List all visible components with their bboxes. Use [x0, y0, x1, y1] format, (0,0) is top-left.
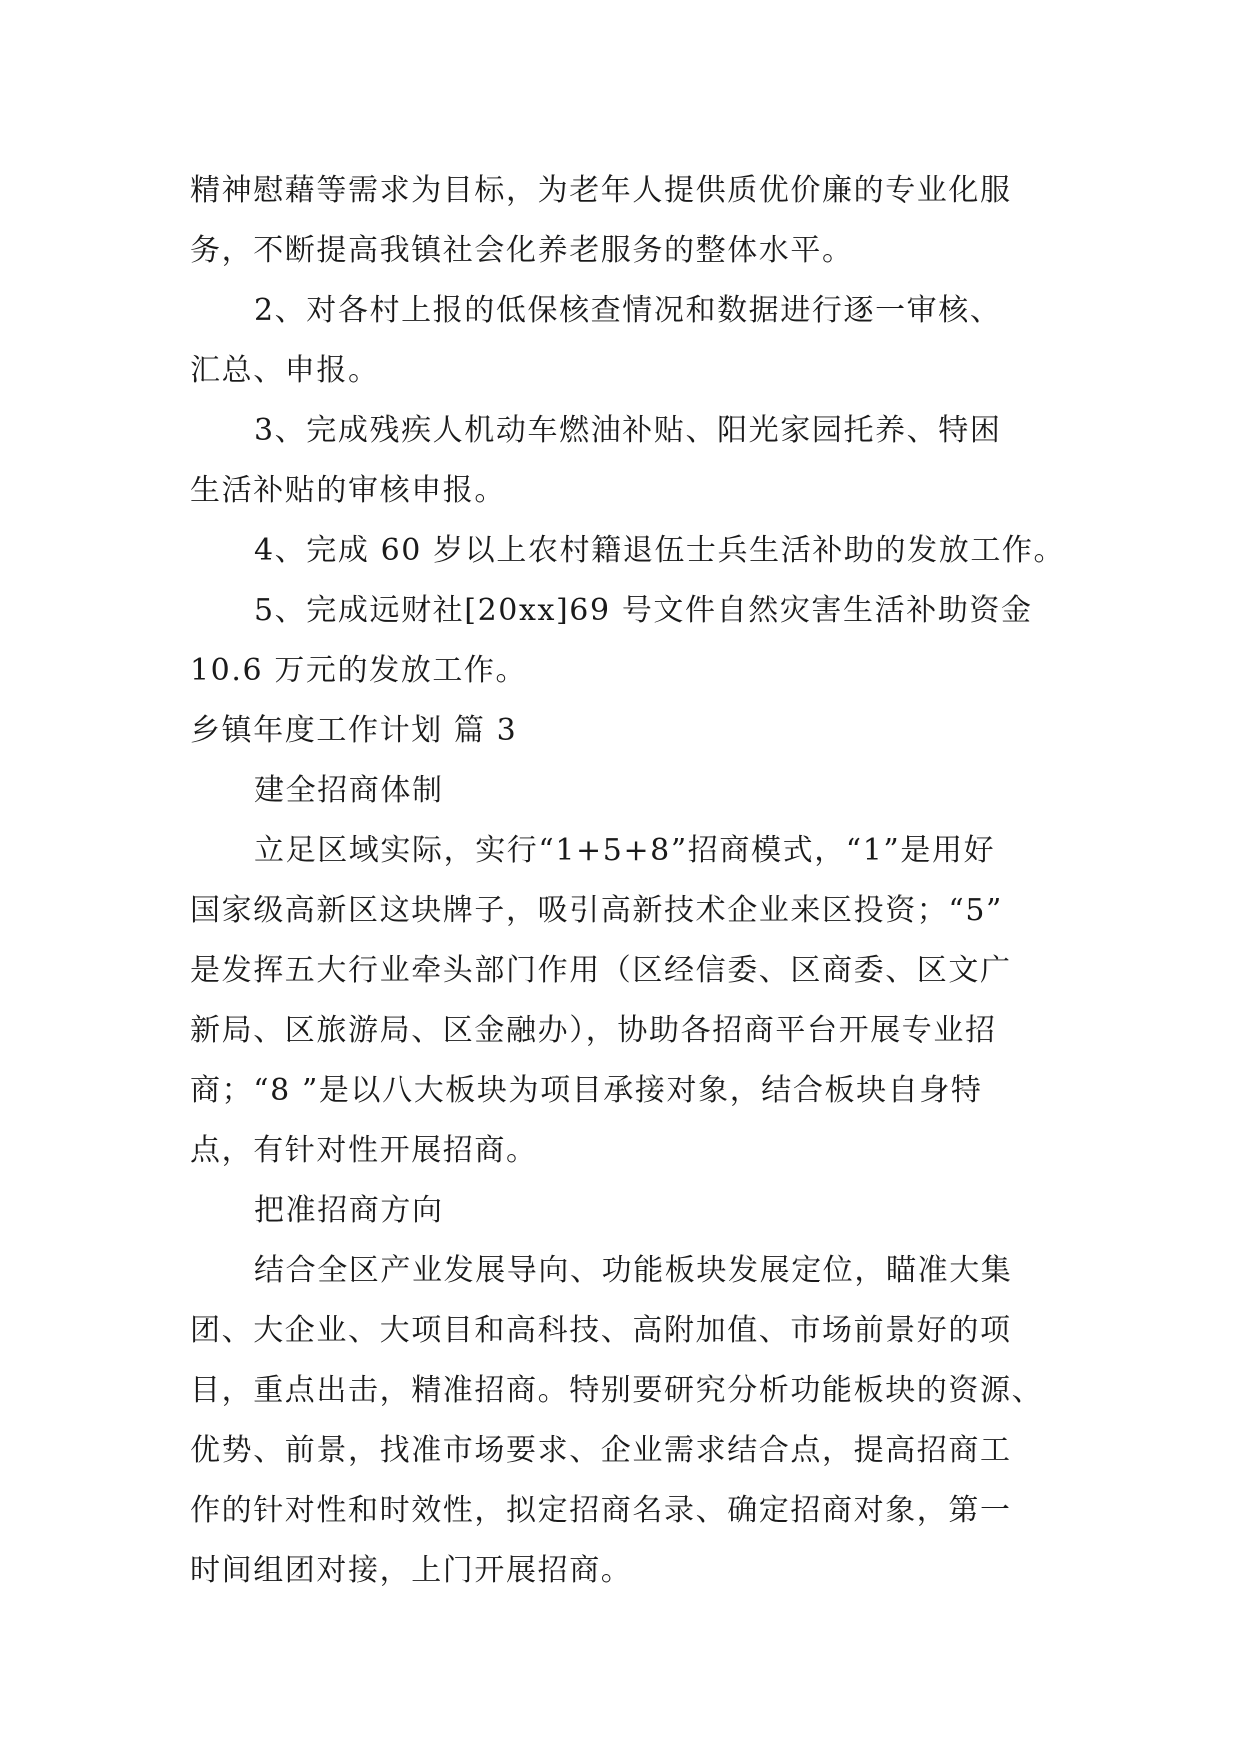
- body-line: 团、大企业、大项目和高科技、高附加值、市场前景好的项: [190, 1313, 1012, 1348]
- subsection-title: 把准招商方向: [254, 1193, 444, 1228]
- body-line: 生活补贴的审核申报。: [190, 473, 506, 508]
- body-line: 国家级高新区这块牌子，吸引高新技术企业来区投资；“5”: [190, 893, 1003, 928]
- list-item-5: 5、完成远财社[20xx]69 号文件自然灾害生活补助资金: [254, 593, 1033, 628]
- list-item-4: 4、完成 60 岁以上农村籍退伍士兵生活补助的发放工作。: [254, 533, 1066, 568]
- section-heading: 乡镇年度工作计划 篇 3: [190, 713, 518, 748]
- paragraph-start: 立足区域实际，实行“1+5+8”招商模式，“1”是用好: [254, 833, 996, 868]
- body-line: 商；“8 ”是以八大板块为项目承接对象，结合板块自身特: [190, 1073, 983, 1108]
- paragraph-start: 结合全区产业发展导向、功能板块发展定位，瞄准大集: [254, 1253, 1013, 1288]
- subsection-title: 建全招商体制: [254, 773, 444, 808]
- body-line: 优势、前景，找准市场要求、企业需求结合点，提高招商工: [190, 1433, 1012, 1468]
- body-line: 目，重点出击，精准招商。特别要研究分析功能板块的资源、: [190, 1373, 1044, 1408]
- body-line: 点，有针对性开展招商。: [190, 1133, 538, 1168]
- list-item-3: 3、完成残疾人机动车燃油补贴、阳光家园托养、特困: [254, 413, 1002, 448]
- body-line: 精神慰藉等需求为目标，为老年人提供质优价廉的专业化服: [190, 173, 1012, 208]
- body-line: 务，不断提高我镇社会化养老服务的整体水平。: [190, 233, 854, 268]
- body-line: 新局、区旅游局、区金融办），协助各招商平台开展专业招: [190, 1013, 997, 1048]
- body-line: 时间组团对接，上门开展招商。: [190, 1553, 633, 1588]
- list-item-2: 2、对各村上报的低保核查情况和数据进行逐一审核、: [254, 293, 1002, 328]
- body-line: 汇总、申报。: [190, 353, 380, 388]
- body-line: 10.6 万元的发放工作。: [190, 653, 528, 688]
- document-body: [190, 161, 1070, 1601]
- body-line: 是发挥五大行业牵头部门作用（区经信委、区商委、区文广: [190, 953, 1012, 988]
- body-line: 作的针对性和时效性，拟定招商名录、确定招商对象，第一: [190, 1493, 1012, 1528]
